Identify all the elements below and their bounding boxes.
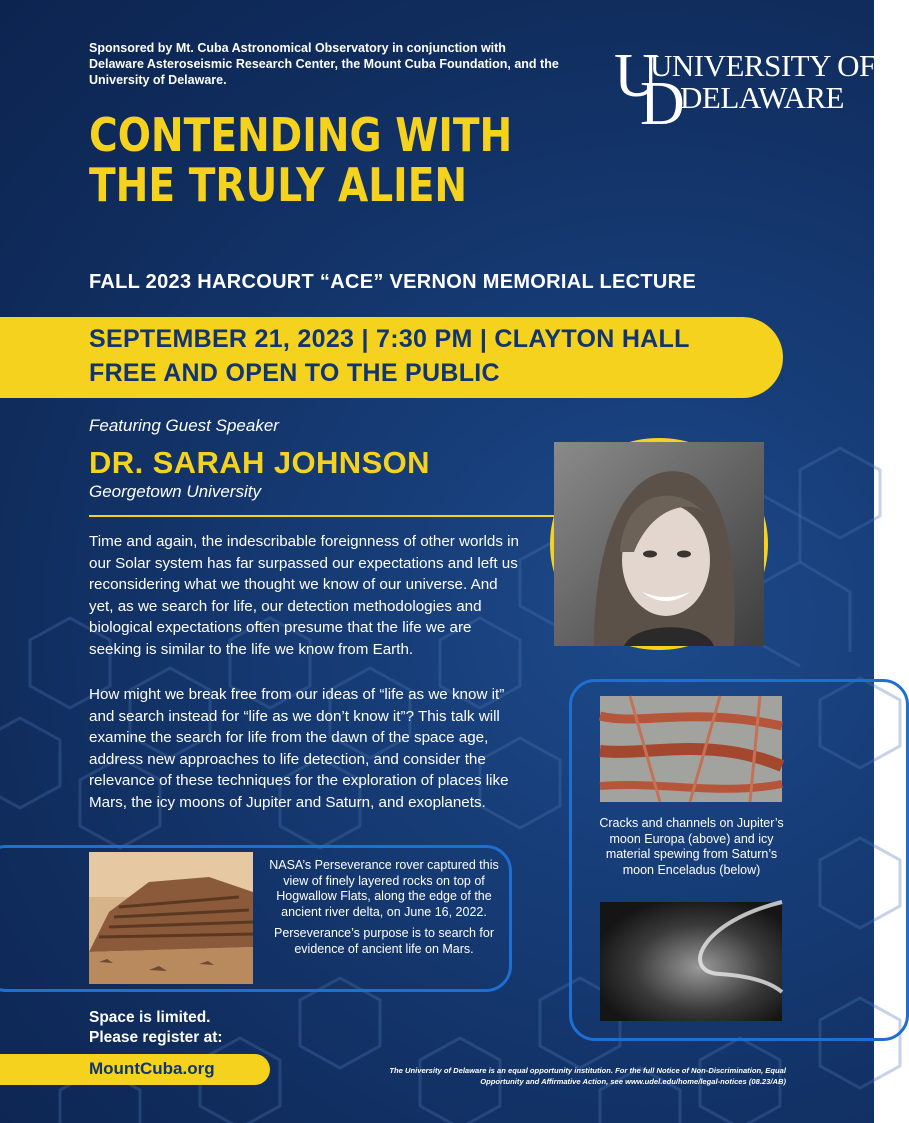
registration-line2: Please register at: bbox=[89, 1029, 223, 1046]
mars-caption-p2: Perseverance’s purpose is to search for evidence of ancient life on Mars. bbox=[273, 926, 495, 956]
legal-notice: The University of Delaware is an equal opportunity institution. For the full Notice of Non-Discrimination, Equal Opportunity and Affirmative Action, see www.udel.edu/home/legal-notices (08.23/AB) bbox=[389, 1066, 786, 1086]
sponsor-text: Sponsored by Mt. Cuba Astronomical Observatory in conjunction with Delaware Asteroseismic Research Center, the Mount Cuba Foundation, and the University of Delaware. bbox=[89, 41, 559, 87]
title-line2: THE TRULY ALIEN bbox=[89, 158, 468, 212]
mars-photo-caption bbox=[269, 858, 499, 957]
university-of-delaware-logo bbox=[614, 38, 876, 138]
logo-line1: UNIVERSITY OF bbox=[650, 48, 876, 83]
speaker-affiliation: Georgetown University bbox=[89, 482, 261, 501]
registration-note bbox=[89, 1008, 223, 1048]
logo-d-glyph: D bbox=[640, 70, 685, 138]
mars-rocks-photo bbox=[89, 852, 253, 984]
speaker-name: DR. SARAH JOHNSON bbox=[89, 445, 430, 480]
speaker-portrait bbox=[550, 438, 768, 650]
divider-rule bbox=[89, 515, 555, 517]
moons-photo-caption: Cracks and channels on Jupiter’s moon Europa (above) and icy material spewing from Saturn’s moon Enceladus (below) bbox=[599, 816, 784, 877]
enceladus-plume-photo bbox=[600, 902, 782, 1021]
lecture-subtitle: FALL 2023 HARCOURT “ACE” VERNON MEMORIAL LECTURE bbox=[89, 271, 697, 293]
description-paragraph-1: Time and again, the indescribable foreignness of other worlds in our Solar system has far surpassed our expectations and left us reconsidering what we thought we know of our universe. And yet, as we search for life, our detection methodologies and biological expectations often presume that the life we are seeking is similar to the life we know from Earth. bbox=[89, 533, 519, 658]
speaker-portrait-image bbox=[554, 442, 764, 646]
event-date-time-location: SEPTEMBER 21, 2023 | 7:30 PM | CLAYTON HALL bbox=[89, 325, 690, 353]
europa-surface-photo bbox=[600, 696, 782, 802]
title-line1: CONTENDING WITH bbox=[89, 108, 513, 162]
event-admission: FREE AND OPEN TO THE PUBLIC bbox=[89, 359, 500, 387]
description-paragraph-2: How might we break free from our ideas of “life as we know it” and search instead for “life as we don’t know it”? This talk will examine the search for life from the dawn of the space age, address new approaches to life detection, and consider the relevance of these techniques for the exploration of places like Mars, the icy moons of Jupiter and Saturn, and exoplanets. bbox=[89, 686, 509, 811]
lecture-title bbox=[89, 110, 565, 210]
registration-url-link[interactable]: MountCuba.org bbox=[89, 1059, 215, 1078]
logo-u-glyph: U bbox=[614, 42, 659, 110]
featuring-label: Featuring Guest Speaker bbox=[89, 416, 279, 435]
registration-line1: Space is limited. bbox=[89, 1009, 211, 1026]
logo-line2: DELAWARE bbox=[680, 80, 844, 115]
mars-caption-p1: NASA’s Perseverance rover captured this view of finely layered rocks on top of Hogwallow Flats, along the edge of the ancient river delta, on June 16, 2022. bbox=[269, 858, 499, 919]
